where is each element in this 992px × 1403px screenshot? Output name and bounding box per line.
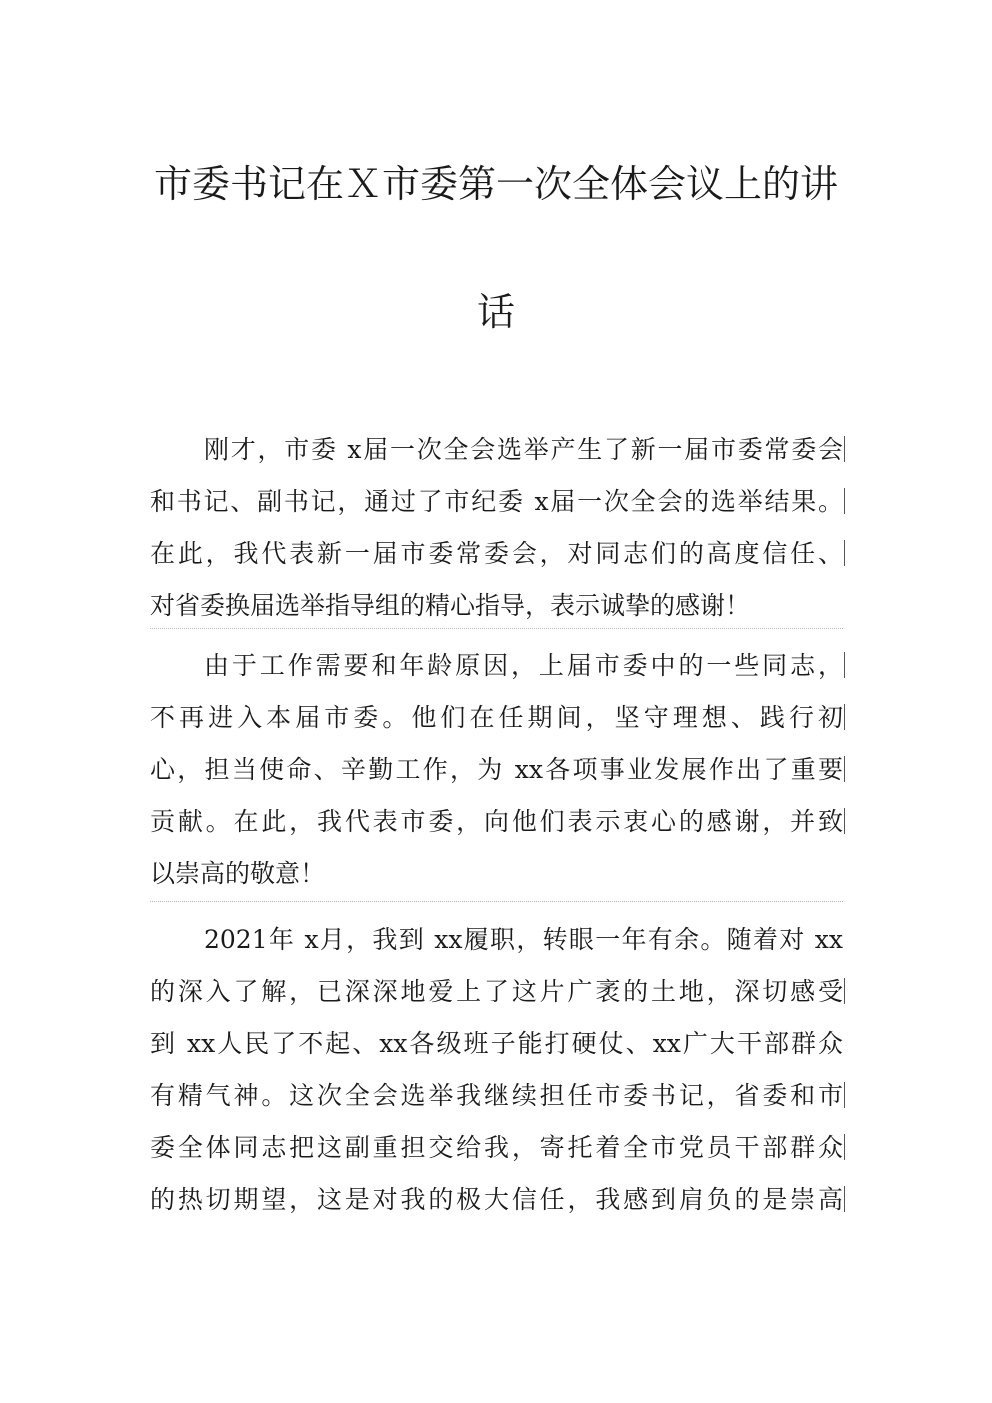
margin-mark — [844, 540, 845, 566]
margin-mark — [844, 436, 845, 462]
margin-mark — [844, 1186, 845, 1212]
paragraph-1 — [150, 424, 843, 632]
paragraph-separator — [150, 901, 843, 902]
page-title-line-1: 市委书记在Ｘ市委第一次全体会议上的讲 — [153, 162, 838, 206]
paragraph-line: 委全体同志把这副重担交给我，寄托着全市党员干部群众 — [150, 1133, 843, 1162]
margin-mark — [844, 488, 845, 514]
margin-mark — [844, 652, 845, 678]
margin-mark — [844, 1134, 845, 1160]
paragraph-2 — [150, 640, 843, 900]
paragraph-line: 对省委换届选举指导组的精心指导，表示诚挚的感谢！ — [150, 591, 751, 620]
paragraph-line: 由于工作需要和年龄原因，上届市委中的一些同志， — [204, 651, 843, 680]
paragraph-line: 以崇高的敬意！ — [150, 859, 326, 888]
paragraph-line: 2021年 x月，我到 xx履职，转眼一年有余。随着对 xx — [204, 925, 843, 954]
paragraph-line: 有精气神。这次全会选举我继续担任市委书记，省委和市 — [150, 1081, 843, 1110]
paragraph-line: 不再进入本届市委。他们在任期间，坚守理想、践行初 — [150, 703, 843, 732]
margin-mark — [844, 978, 845, 1004]
paragraph-line: 的深入了解，已深深地爱上了这片广袤的土地，深切感受 — [150, 977, 843, 1006]
margin-mark — [844, 756, 845, 782]
paragraph-line: 的热切期望，这是对我的极大信任，我感到肩负的是崇高 — [150, 1185, 843, 1214]
paragraph-line: 到 xx人民了不起、xx各级班子能打硬仗、xx广大干部群众 — [150, 1029, 843, 1058]
paragraph-3 — [150, 914, 843, 1226]
paragraph-line: 心，担当使命、辛勤工作，为 xx各项事业发展作出了重要 — [150, 755, 843, 784]
paragraph-separator — [150, 628, 843, 629]
margin-mark — [844, 704, 845, 730]
paragraph-line: 刚才，市委 x届一次全会选举产生了新一届市委常委会 — [204, 435, 843, 464]
paragraph-line: 贡献。在此，我代表市委，向他们表示衷心的感谢，并致 — [150, 807, 843, 836]
paragraph-line: 和书记、副书记，通过了市纪委 x届一次全会的选举结果。 — [150, 487, 843, 516]
margin-mark — [844, 1082, 845, 1108]
page-title-line-2: 话 — [476, 290, 515, 334]
paragraph-line: 在此，我代表新一届市委常委会，对同志们的高度信任、 — [150, 539, 843, 568]
margin-mark — [844, 808, 845, 834]
